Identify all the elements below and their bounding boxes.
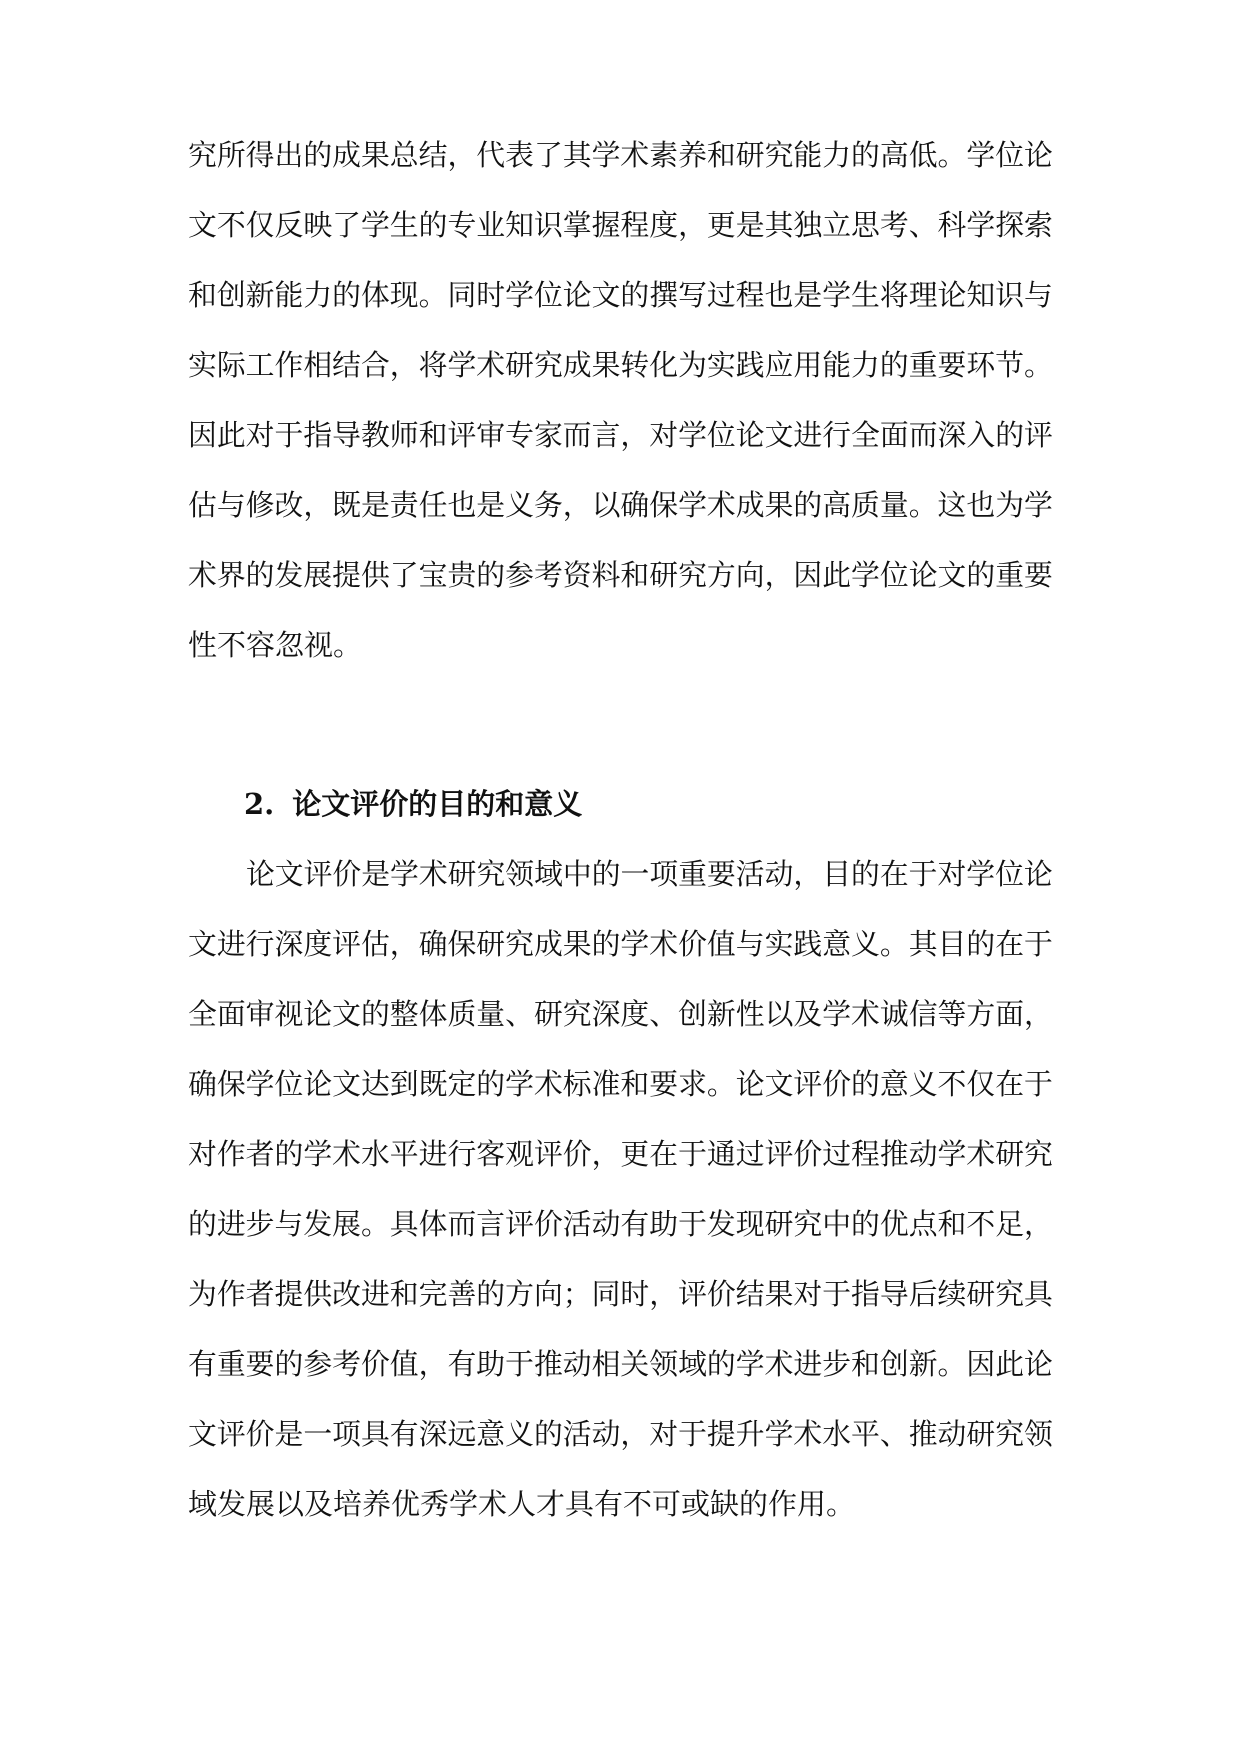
paragraph-1-line-2: 文不仅反映了学生的专业知识掌握程度，更是其独立思考、科学探索 xyxy=(188,208,1053,242)
section-number: 2. xyxy=(244,787,275,821)
paragraph-2-line-10: 域发展以及培养优秀学术人才具有不可或缺的作用。 xyxy=(188,1487,856,1521)
paragraph-1-line-8: 性不容忽视。 xyxy=(188,628,363,662)
paragraph-1-line-4: 实际工作相结合，将学术研究成果转化为实践应用能力的重要环节。 xyxy=(188,348,1053,382)
paragraph-2-line-1: 论文评价是学术研究领域中的一项重要活动，目的在于对学位论 xyxy=(246,857,1053,891)
paragraph-2-line-3: 全面审视论文的整体质量、研究深度、创新性以及学术诚信等方面， xyxy=(188,997,1053,1031)
paragraph-2-line-7: 为作者提供改进和完善的方向；同时，评价结果对于指导后续研究具 xyxy=(188,1277,1053,1311)
paragraph-1-line-3: 和创新能力的体现。同时学位论文的撰写过程也是学生将理论知识与 xyxy=(188,278,1053,312)
section-title: 论文评价的目的和意义 xyxy=(292,787,583,821)
paragraph-1-line-1: 究所得出的成果总结，代表了其学术素养和研究能力的高低。学位论 xyxy=(188,138,1053,172)
paragraph-2-line-5: 对作者的学术水平进行客观评价，更在于通过评价过程推动学术研究 xyxy=(188,1137,1053,1171)
paragraph-1-line-7: 术界的发展提供了宝贵的参考资料和研究方向，因此学位论文的重要 xyxy=(188,558,1053,592)
paragraph-1-line-6: 估与修改，既是责任也是义务，以确保学术成果的高质量。这也为学 xyxy=(188,488,1053,522)
paragraph-2-line-8: 有重要的参考价值，有助于推动相关领域的学术进步和创新。因此论 xyxy=(188,1347,1053,1381)
paragraph-2-line-2: 文进行深度评估，确保研究成果的学术价值与实践意义。其目的在于 xyxy=(188,927,1053,961)
paragraph-1-line-5: 因此对于指导教师和评审专家而言，对学位论文进行全面而深入的评 xyxy=(188,418,1053,452)
paragraph-2-line-6: 的进步与发展。具体而言评价活动有助于发现研究中的优点和不足， xyxy=(188,1207,1053,1241)
paragraph-2-line-9: 文评价是一项具有深远意义的活动，对于提升学术水平、推动研究领 xyxy=(188,1417,1053,1451)
section-heading xyxy=(244,787,582,821)
paragraph-2-line-4: 确保学位论文达到既定的学术标准和要求。论文评价的意义不仅在于 xyxy=(188,1067,1053,1101)
